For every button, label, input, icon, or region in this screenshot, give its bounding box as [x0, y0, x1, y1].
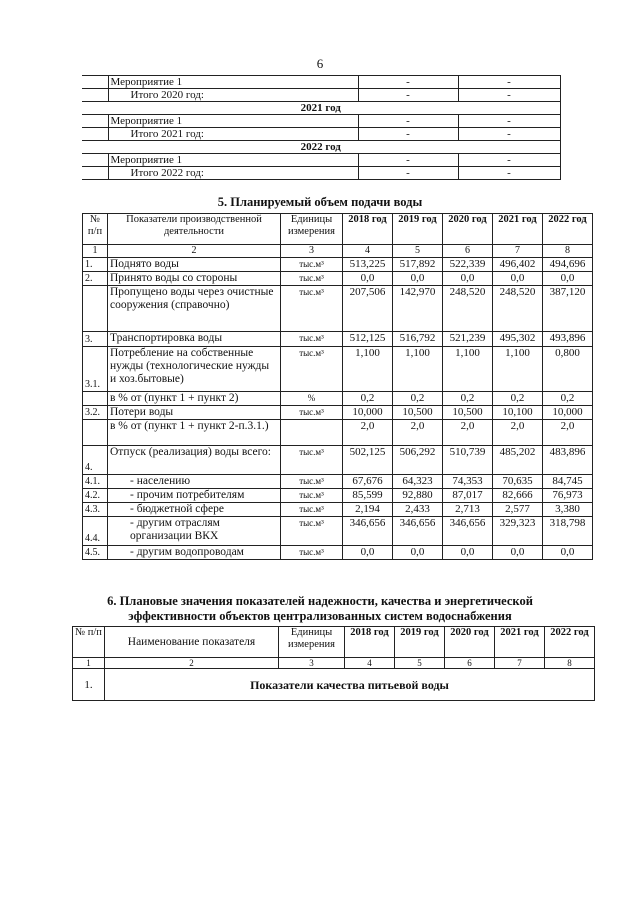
- table-row: [83, 475, 593, 489]
- value-cell: -: [458, 128, 560, 141]
- value-2021: 248,520: [493, 286, 543, 332]
- value-2020: 10,500: [443, 406, 493, 420]
- value-cell: -: [358, 128, 458, 141]
- row-number: [83, 420, 108, 446]
- row-number: 4.2.: [83, 489, 108, 503]
- indicator-name: в % от (пункт 1 + пункт 2-п.3.1.): [108, 420, 281, 446]
- row-number: 3.1.: [83, 347, 108, 392]
- item-label: Мероприятие 1: [108, 154, 358, 167]
- s6-header-name: Наименование показателя: [105, 627, 279, 658]
- table-row: [83, 286, 593, 332]
- value-2018: 10,000: [343, 406, 393, 420]
- column-number: 6: [445, 658, 495, 669]
- unit-cell: тыс.м³: [281, 258, 343, 272]
- s6-header-2018: 2018 год: [345, 627, 395, 658]
- indicator-name: Транспортировка воды: [108, 332, 281, 347]
- value-2022: 0,0: [543, 272, 593, 286]
- row-number: [83, 286, 108, 332]
- table-row: [82, 76, 560, 89]
- indicator-name: в % от (пункт 1 + пункт 2): [108, 392, 281, 406]
- value-2019: 64,323: [393, 475, 443, 489]
- value-2022: 0,0: [543, 546, 593, 560]
- value-cell: -: [358, 76, 458, 89]
- unit-cell: тыс.м³: [281, 446, 343, 475]
- value-2021: 2,0: [493, 420, 543, 446]
- value-2019: 142,970: [393, 286, 443, 332]
- column-number: 1: [83, 245, 108, 258]
- row-number: 1.: [83, 258, 108, 272]
- column-number: 7: [495, 658, 545, 669]
- table-row: [83, 517, 593, 546]
- header-unit: Единицы измерения: [281, 214, 343, 245]
- header-2018: 2018 год: [343, 214, 393, 245]
- indicator-name: - населению: [108, 475, 281, 489]
- value-2022: 318,798: [543, 517, 593, 546]
- page-number: 6: [316, 56, 324, 71]
- header-num: № п/п: [83, 214, 108, 245]
- value-cell: -: [458, 154, 560, 167]
- unit-cell: тыс.м³: [281, 347, 343, 392]
- column-number: 3: [281, 245, 343, 258]
- value-2021: 1,100: [493, 347, 543, 392]
- header-indicator: Показатели производственной деятельности: [108, 214, 281, 245]
- table-row: [83, 503, 593, 517]
- value-2020: 1,100: [443, 347, 493, 392]
- column-number: 2: [105, 658, 279, 669]
- value-2020: 2,713: [443, 503, 493, 517]
- unit-cell: тыс.м³: [281, 503, 343, 517]
- value-2019: 92,880: [393, 489, 443, 503]
- column-number: 7: [493, 245, 543, 258]
- total-label: Итого 2020 год:: [108, 89, 358, 102]
- indicator-name: - бюджетной сфере: [108, 503, 281, 517]
- unit-cell: тыс.м³: [281, 406, 343, 420]
- value-cell: -: [358, 89, 458, 102]
- value-2018: 2,0: [343, 420, 393, 446]
- value-2019: 517,892: [393, 258, 443, 272]
- value-2022: 0,800: [543, 347, 593, 392]
- value-2020: 0,0: [443, 546, 493, 560]
- s6-header-2020: 2020 год: [445, 627, 495, 658]
- value-2021: 495,302: [493, 332, 543, 347]
- table-row: [83, 332, 593, 347]
- table-row: [82, 141, 560, 154]
- row-number: 4.3.: [83, 503, 108, 517]
- table-row: [83, 489, 593, 503]
- table-row: [83, 272, 593, 286]
- section-6-title-line-1: 6. Плановые значения показателей надежности, качества и энергетической: [107, 594, 533, 608]
- column-number: 2: [108, 245, 281, 258]
- value-2019: 346,656: [393, 517, 443, 546]
- table-row: [82, 89, 560, 102]
- header-2019: 2019 год: [393, 214, 443, 245]
- value-2021: 82,666: [493, 489, 543, 503]
- header-2020: 2020 год: [443, 214, 493, 245]
- value-2018: 346,656: [343, 517, 393, 546]
- value-2020: 522,339: [443, 258, 493, 272]
- table-row: [83, 258, 593, 272]
- table-row: [82, 128, 560, 141]
- column-number: 8: [543, 245, 593, 258]
- value-2018: 0,0: [343, 546, 393, 560]
- row-number: 4.5.: [83, 546, 108, 560]
- value-2019: 0,0: [393, 272, 443, 286]
- value-2019: 0,0: [393, 546, 443, 560]
- s6-header-num: № п/п: [73, 627, 105, 658]
- value-2020: 0,0: [443, 272, 493, 286]
- table-row: [83, 546, 593, 560]
- header-2021: 2021 год: [493, 214, 543, 245]
- value-2019: 1,100: [393, 347, 443, 392]
- value-2019: 0,2: [393, 392, 443, 406]
- value-2020: 74,353: [443, 475, 493, 489]
- s6-header-2019: 2019 год: [395, 627, 445, 658]
- value-2018: 512,125: [343, 332, 393, 347]
- value-cell: -: [358, 154, 458, 167]
- value-2021: 485,202: [493, 446, 543, 475]
- indicator-name: Поднято воды: [108, 258, 281, 272]
- indicator-name: Потери воды: [108, 406, 281, 420]
- year-heading: 2022 год: [82, 141, 560, 154]
- indicator-name: Потребление на собственные нужды (технологические нужды и хоз.бытовые): [108, 347, 281, 392]
- column-number: 5: [393, 245, 443, 258]
- column-number: 8: [545, 658, 595, 669]
- value-2021: 0,0: [493, 546, 543, 560]
- value-2019: 516,792: [393, 332, 443, 347]
- value-2019: 2,433: [393, 503, 443, 517]
- row-spacer: [82, 89, 108, 102]
- value-2018: 0,0: [343, 272, 393, 286]
- item-label: Мероприятие 1: [108, 115, 358, 128]
- column-number: 4: [345, 658, 395, 669]
- value-2022: 10,000: [543, 406, 593, 420]
- column-number: 4: [343, 245, 393, 258]
- value-2020: 346,656: [443, 517, 493, 546]
- column-number: 3: [279, 658, 345, 669]
- value-2022: 494,696: [543, 258, 593, 272]
- value-2022: 76,973: [543, 489, 593, 503]
- unit-cell: [281, 420, 343, 446]
- unit-cell: тыс.м³: [281, 475, 343, 489]
- s6-row-1-num: 1.: [73, 669, 105, 701]
- indicator-name: - другим водопроводам: [108, 546, 281, 560]
- value-2021: 2,577: [493, 503, 543, 517]
- row-spacer: [82, 167, 108, 180]
- indicator-name: - другим отраслям организации ВКХ: [108, 517, 281, 546]
- table-row: [83, 392, 593, 406]
- value-2019: 2,0: [393, 420, 443, 446]
- value-2022: 387,120: [543, 286, 593, 332]
- row-number: 4.4.: [83, 517, 108, 546]
- value-2022: 2,0: [543, 420, 593, 446]
- unit-cell: %: [281, 392, 343, 406]
- item-label: Мероприятие 1: [108, 76, 358, 89]
- row-spacer: [82, 76, 108, 89]
- row-number: 3.2.: [83, 406, 108, 420]
- value-2018: 85,599: [343, 489, 393, 503]
- unit-cell: тыс.м³: [281, 286, 343, 332]
- indicator-name: Пропущено воды через очистные сооружения (справочно): [108, 286, 281, 332]
- unit-cell: тыс.м³: [281, 517, 343, 546]
- row-spacer: [82, 154, 108, 167]
- indicator-name: - прочим потребителям: [108, 489, 281, 503]
- value-cell: -: [458, 167, 560, 180]
- value-2021: 329,323: [493, 517, 543, 546]
- value-2018: 2,194: [343, 503, 393, 517]
- header-2022: 2022 год: [543, 214, 593, 245]
- s6-header-unit: Единицы измерения: [279, 627, 345, 658]
- value-2018: 513,225: [343, 258, 393, 272]
- unit-cell: тыс.м³: [281, 489, 343, 503]
- table-row: [82, 167, 560, 180]
- value-2018: 502,125: [343, 446, 393, 475]
- value-2020: 87,017: [443, 489, 493, 503]
- indicator-name: Отпуск (реализация) воды всего:: [108, 446, 281, 475]
- row-number: 4.: [83, 446, 108, 475]
- table-row: [83, 420, 593, 446]
- total-label: Итого 2021 год:: [108, 128, 358, 141]
- column-number: 5: [395, 658, 445, 669]
- total-label: Итого 2022 год:: [108, 167, 358, 180]
- value-cell: -: [458, 89, 560, 102]
- value-2020: 0,2: [443, 392, 493, 406]
- indicator-name: Принято воды со стороны: [108, 272, 281, 286]
- value-2021: 0,2: [493, 392, 543, 406]
- table-row: [83, 406, 593, 420]
- row-number: 2.: [83, 272, 108, 286]
- value-2021: 496,402: [493, 258, 543, 272]
- value-2020: 510,739: [443, 446, 493, 475]
- value-2021: 0,0: [493, 272, 543, 286]
- value-2018: 0,2: [343, 392, 393, 406]
- table-row: [82, 115, 560, 128]
- water-supply-volume-table: [82, 213, 593, 560]
- value-2020: 521,239: [443, 332, 493, 347]
- value-2020: 2,0: [443, 420, 493, 446]
- value-2019: 10,500: [393, 406, 443, 420]
- value-2022: 493,896: [543, 332, 593, 347]
- row-number: 3.: [83, 332, 108, 347]
- row-spacer: [82, 115, 108, 128]
- reliability-indicators-table: [72, 626, 595, 701]
- value-2022: 3,380: [543, 503, 593, 517]
- value-2021: 70,635: [493, 475, 543, 489]
- value-cell: -: [458, 76, 560, 89]
- unit-cell: тыс.м³: [281, 332, 343, 347]
- value-2020: 248,520: [443, 286, 493, 332]
- column-number: 6: [443, 245, 493, 258]
- value-2022: 84,745: [543, 475, 593, 489]
- row-number: [83, 392, 108, 406]
- column-number: 1: [73, 658, 105, 669]
- table-row: [83, 446, 593, 475]
- activities-table: [82, 75, 561, 180]
- value-2018: 1,100: [343, 347, 393, 392]
- table-row: [83, 347, 593, 392]
- value-2019: 506,292: [393, 446, 443, 475]
- value-2021: 10,100: [493, 406, 543, 420]
- value-2018: 207,506: [343, 286, 393, 332]
- row-number: 4.1.: [83, 475, 108, 489]
- section-6-title-line-2: эффективности объектов централизованных систем водоснабжения: [128, 609, 512, 623]
- s6-header-2022: 2022 год: [545, 627, 595, 658]
- s6-row-1-label: Показатели качества питьевой воды: [105, 669, 595, 701]
- section-5-title: 5. Планируемый объем подачи воды: [217, 195, 423, 209]
- unit-cell: тыс.м³: [281, 546, 343, 560]
- value-cell: -: [458, 115, 560, 128]
- table-row: [82, 102, 560, 115]
- value-2022: 0,2: [543, 392, 593, 406]
- year-heading: 2021 год: [82, 102, 560, 115]
- table-row: [82, 154, 560, 167]
- value-cell: -: [358, 115, 458, 128]
- value-2022: 483,896: [543, 446, 593, 475]
- value-cell: -: [358, 167, 458, 180]
- unit-cell: тыс.м³: [281, 272, 343, 286]
- s6-header-2021: 2021 год: [495, 627, 545, 658]
- row-spacer: [82, 128, 108, 141]
- value-2018: 67,676: [343, 475, 393, 489]
